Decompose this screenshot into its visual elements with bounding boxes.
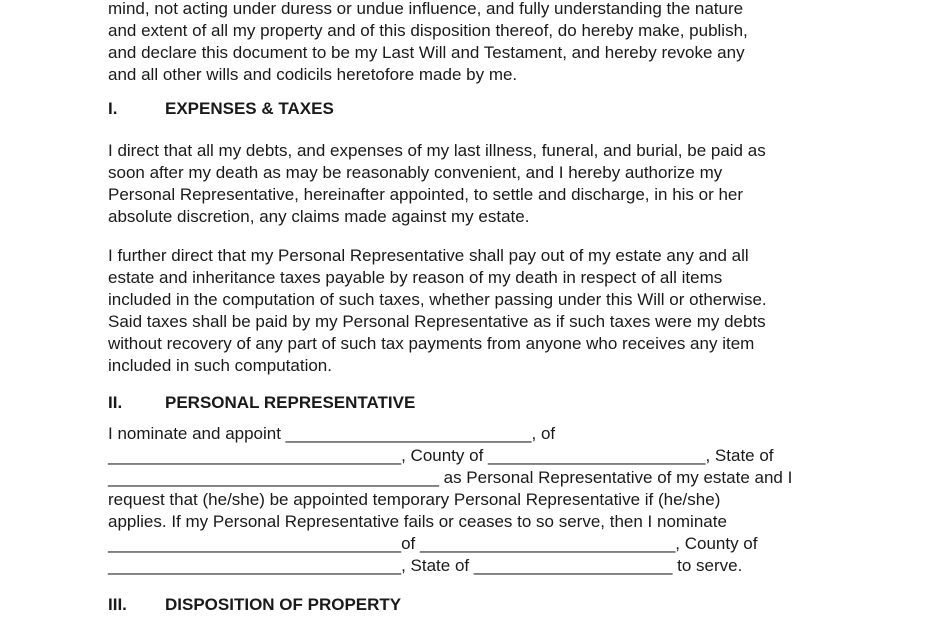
text-line: request that (he/she) be appointed temporary Personal Representative if (he/she): [108, 490, 721, 509]
text-line: Personal Representative, hereinafter appointed, to settle and discharge, in his or her: [108, 185, 744, 204]
text-line: applies. If my Personal Representative fails or ceases to so serve, then I nominate: [108, 512, 727, 531]
section-number: II.: [108, 393, 123, 412]
text-line: without recovery of any part of such tax payments from anyone who receives any item: [108, 334, 755, 353]
will-document-text-body: [108, 0, 824, 616]
personal-representative-paragraph: [108, 423, 824, 577]
text-line: absolute discretion, any claims made against my estate.: [108, 207, 530, 226]
text-line: soon after my death as may be reasonably convenient, and I hereby authorize my: [108, 163, 723, 182]
section-title: DISPOSITION OF PROPERTY: [165, 595, 402, 614]
section-number: III.: [108, 595, 127, 614]
text-line: _______________________________, State of _____________________ to serve.: [108, 556, 743, 575]
text-line: I nominate and appoint __________________________, of: [108, 424, 556, 443]
text-line: _______________________________, County of _______________________, State of: [108, 446, 774, 465]
section-title: EXPENSES & TAXES: [165, 99, 334, 118]
section-2-heading: [108, 392, 824, 414]
section-3-heading: [108, 594, 824, 616]
expenses-paragraph-2: [108, 245, 824, 377]
declaration-paragraph-continued: [108, 0, 824, 86]
text-line: and declare this document to be my Last Will and Testament, and hereby revoke any: [108, 43, 745, 62]
text-line: and extent of all my property and of this disposition thereof, do hereby make, publish,: [108, 21, 748, 40]
text-line: I direct that all my debts, and expenses of my last illness, funeral, and burial, be paid as: [108, 141, 766, 160]
text-line: _______________________________of ___________________________, County of: [108, 534, 758, 553]
text-line: included in such computation.: [108, 356, 332, 375]
text-line: estate and inheritance taxes payable by reason of my death in respect of all items: [108, 268, 723, 287]
section-1-heading: [108, 98, 824, 120]
text-line: and all other wills and codicils heretofore made by me.: [108, 65, 518, 84]
expenses-paragraph-1: [108, 140, 824, 228]
text-line: I further direct that my Personal Representative shall pay out of my estate any and all: [108, 246, 749, 265]
text-line: ___________________________________ as Personal Representative of my estate and I: [108, 468, 793, 487]
section-title: PERSONAL REPRESENTATIVE: [165, 393, 416, 412]
text-line: included in the computation of such taxes, whether passing under this Will or otherwise.: [108, 290, 767, 309]
text-line: mind, not acting under duress or undue influence, and fully understanding the nature: [108, 0, 744, 18]
text-line: Said taxes shall be paid by my Personal Representative as if such taxes were my debts: [108, 312, 766, 331]
section-number: I.: [108, 99, 118, 118]
